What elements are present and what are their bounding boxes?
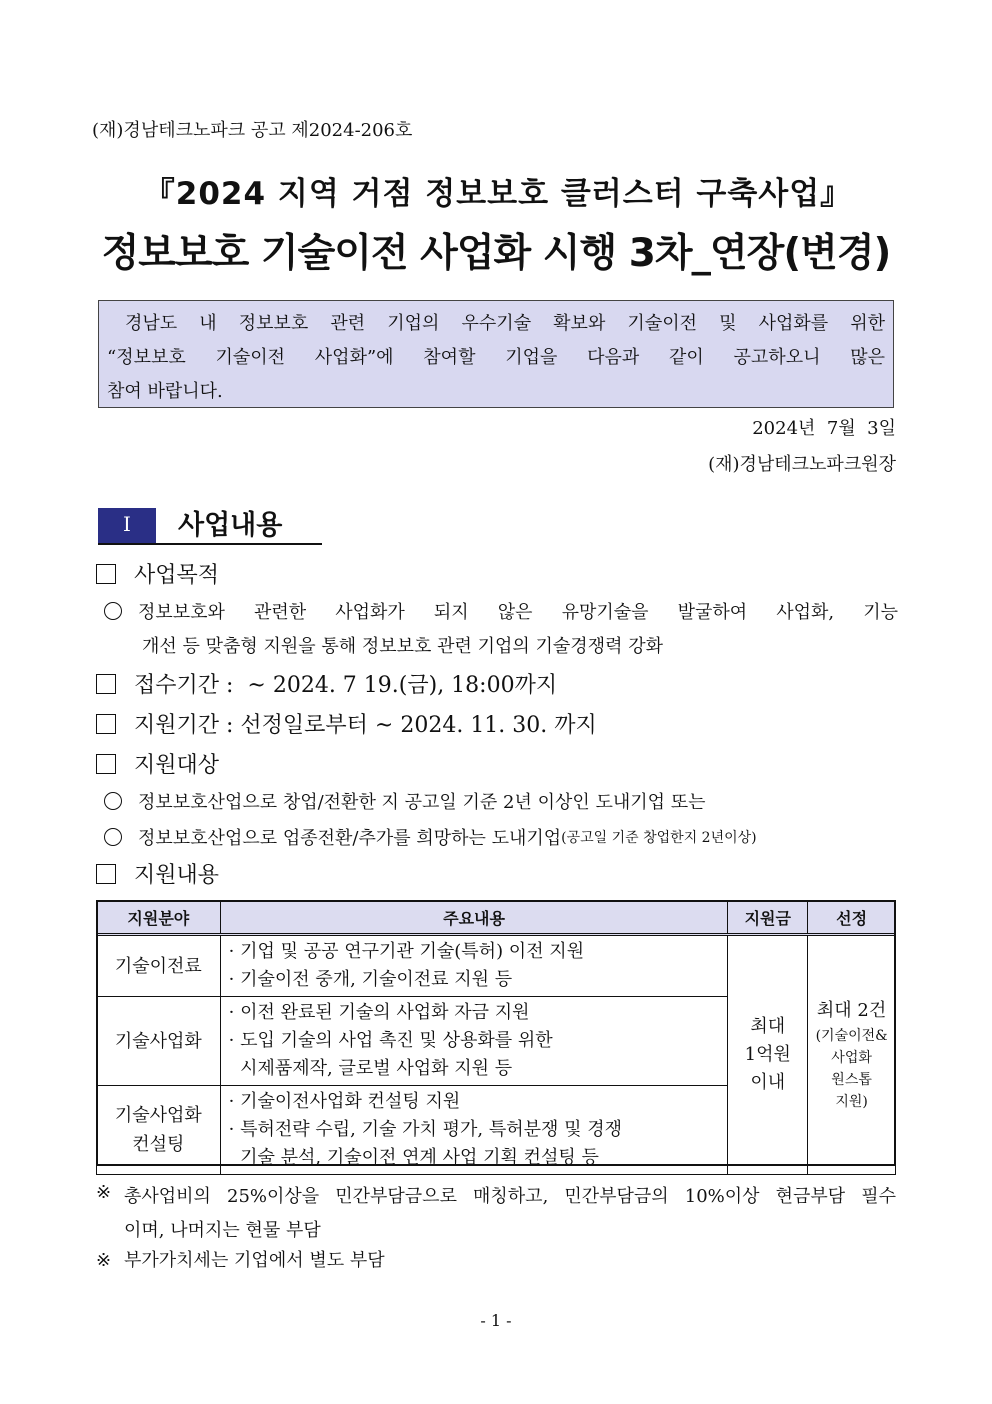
- content-line: · 기술이전사업화 컨설팅 지원: [228, 1091, 461, 1112]
- intro-line-1: 경남도 내 정보보호 관련 기업의 우수기술 확보와 기술이전 및 사업화를 위한: [125, 313, 885, 334]
- circle-bullet-icon: [104, 828, 122, 846]
- selection-sub-line: (기술이전&: [815, 1028, 888, 1044]
- intro-line-3: 참여 바랍니다.: [107, 381, 223, 402]
- target-item-2: [104, 824, 898, 850]
- target-item-2-note: (공고일 기준 창업한지 2년이상): [561, 830, 757, 846]
- table-row: [97, 935, 896, 997]
- selection-sub-line: 지원): [835, 1094, 868, 1110]
- issuer: (재)경남테크노파크원장: [708, 454, 896, 475]
- target-heading: [96, 748, 219, 779]
- circle-bullet-icon: [104, 792, 122, 810]
- area-cell: 기술이전료: [97, 935, 221, 997]
- target-heading-text: 지원대상: [134, 753, 220, 778]
- content-cell: [220, 1086, 728, 1175]
- area-cell: [97, 1086, 221, 1175]
- content-line: · 기술이전 중개, 기술이전료 지원 등: [228, 969, 513, 990]
- purpose-heading: [96, 558, 219, 589]
- content-line: 기술 분석, 기술이전 연계 사업 기획 컨설팅 등: [228, 1147, 599, 1168]
- amount-line: 이내: [750, 1072, 786, 1093]
- intro-box: [98, 300, 894, 408]
- checkbox-square-icon: [96, 564, 116, 584]
- selection-main: 최대 2건: [816, 1000, 887, 1021]
- selection-sub-line: 원스톱: [831, 1072, 872, 1088]
- amount-cell: [728, 935, 808, 1175]
- content-cell: [220, 997, 728, 1086]
- amount-line: 최대: [750, 1016, 786, 1037]
- content-heading: [96, 858, 219, 889]
- note-2: [96, 1246, 896, 1272]
- note-mark: ※: [96, 1182, 112, 1203]
- note-mark: ※: [96, 1250, 112, 1271]
- support-period: [96, 708, 597, 739]
- checkbox-square-icon: [96, 674, 116, 694]
- header-area: 지원분야: [97, 901, 221, 935]
- section-number: Ⅰ: [98, 508, 156, 543]
- target-item-2-text: 정보보호산업으로 업종전환/추가를 희망하는 도내기업: [138, 828, 562, 849]
- circle-bullet-icon: [104, 602, 122, 620]
- target-item-1-text: 정보보호산업으로 창업/전환한 지 공고일 기준 2년 이상인 도내기업 또는: [138, 792, 706, 813]
- area-cell: 기술사업화: [97, 997, 221, 1086]
- amount-line: 1억원: [744, 1044, 791, 1065]
- header-content: 주요내용: [220, 901, 728, 935]
- section-header: [98, 508, 322, 545]
- checkbox-square-icon: [96, 754, 116, 774]
- content-line: · 기업 및 공공 연구기관 기술(특허) 이전 지원: [228, 941, 585, 962]
- note-1: [96, 1182, 896, 1242]
- note-1-line-2: 이며, 나머지는 현물 부담: [124, 1220, 321, 1241]
- content-line: 시제품제작, 글로벌 사업화 지원 등: [228, 1058, 513, 1079]
- page-number: - 1 -: [480, 1311, 512, 1330]
- notice-number: (재)경남테크노파크 공고 제2024-206호: [92, 120, 413, 141]
- target-item-1: [104, 788, 898, 814]
- selection-cell: [808, 935, 896, 1175]
- note-1-line-1: 총사업비의 25%이상을 민간부담금으로 매칭하고, 민간부담금의 10%이상 현금부담 필수: [124, 1186, 896, 1207]
- content-line: · 특허전략 수립, 기술 가치 평가, 특허분쟁 및 경쟁: [228, 1119, 622, 1140]
- section-title: 사업내용: [178, 510, 283, 541]
- reception-period-text: 접수기간 : ~ 2024. 7 19.(금), 18:00까지: [134, 673, 558, 698]
- checkbox-square-icon: [96, 714, 116, 734]
- purpose-item: [104, 598, 898, 624]
- support-table: [96, 900, 896, 1175]
- purpose-line-2: 개선 등 맞춤형 지원을 통해 정보보호 관련 기업의 기술경쟁력 강화: [142, 636, 663, 657]
- purpose-heading-text: 사업목적: [134, 563, 220, 588]
- header-selection: 선정: [808, 901, 896, 935]
- title-line-2: 정보보호 기술이전 사업화 시행 3차_연장(변경): [101, 231, 891, 276]
- area-line: 컨설팅: [132, 1134, 185, 1155]
- notice-date: 2024년 7월 3일: [752, 418, 896, 439]
- content-line: · 도입 기술의 사업 촉진 및 상용화를 위한: [228, 1030, 553, 1051]
- intro-line-2: “정보보호 기술이전 사업화”에 참여할 기업을 다음과 같이 공고하오니 많은: [107, 347, 885, 368]
- note-2-text: 부가가치세는 기업에서 별도 부담: [124, 1250, 385, 1271]
- area-line: 기술사업화: [114, 1105, 202, 1126]
- selection-sub-line: 사업화: [831, 1050, 872, 1066]
- header-amount: 지원금: [728, 901, 808, 935]
- checkbox-square-icon: [96, 864, 116, 884]
- title-line-1: 『2024 지역 거점 정보보호 클러스터 구축사업』: [143, 176, 853, 212]
- content-line: · 이전 완료된 기술의 사업화 자금 지원: [228, 1002, 530, 1023]
- content-cell: [220, 935, 728, 997]
- purpose-line-1: 정보보호와 관련한 사업화가 되지 않은 유망기술을 발굴하여 사업화, 기능: [138, 602, 898, 623]
- support-period-text: 지원기간 : 선정일로부터 ~ 2024. 11. 30. 까지: [134, 713, 597, 738]
- reception-period: [96, 668, 557, 699]
- content-heading-text: 지원내용: [134, 863, 220, 888]
